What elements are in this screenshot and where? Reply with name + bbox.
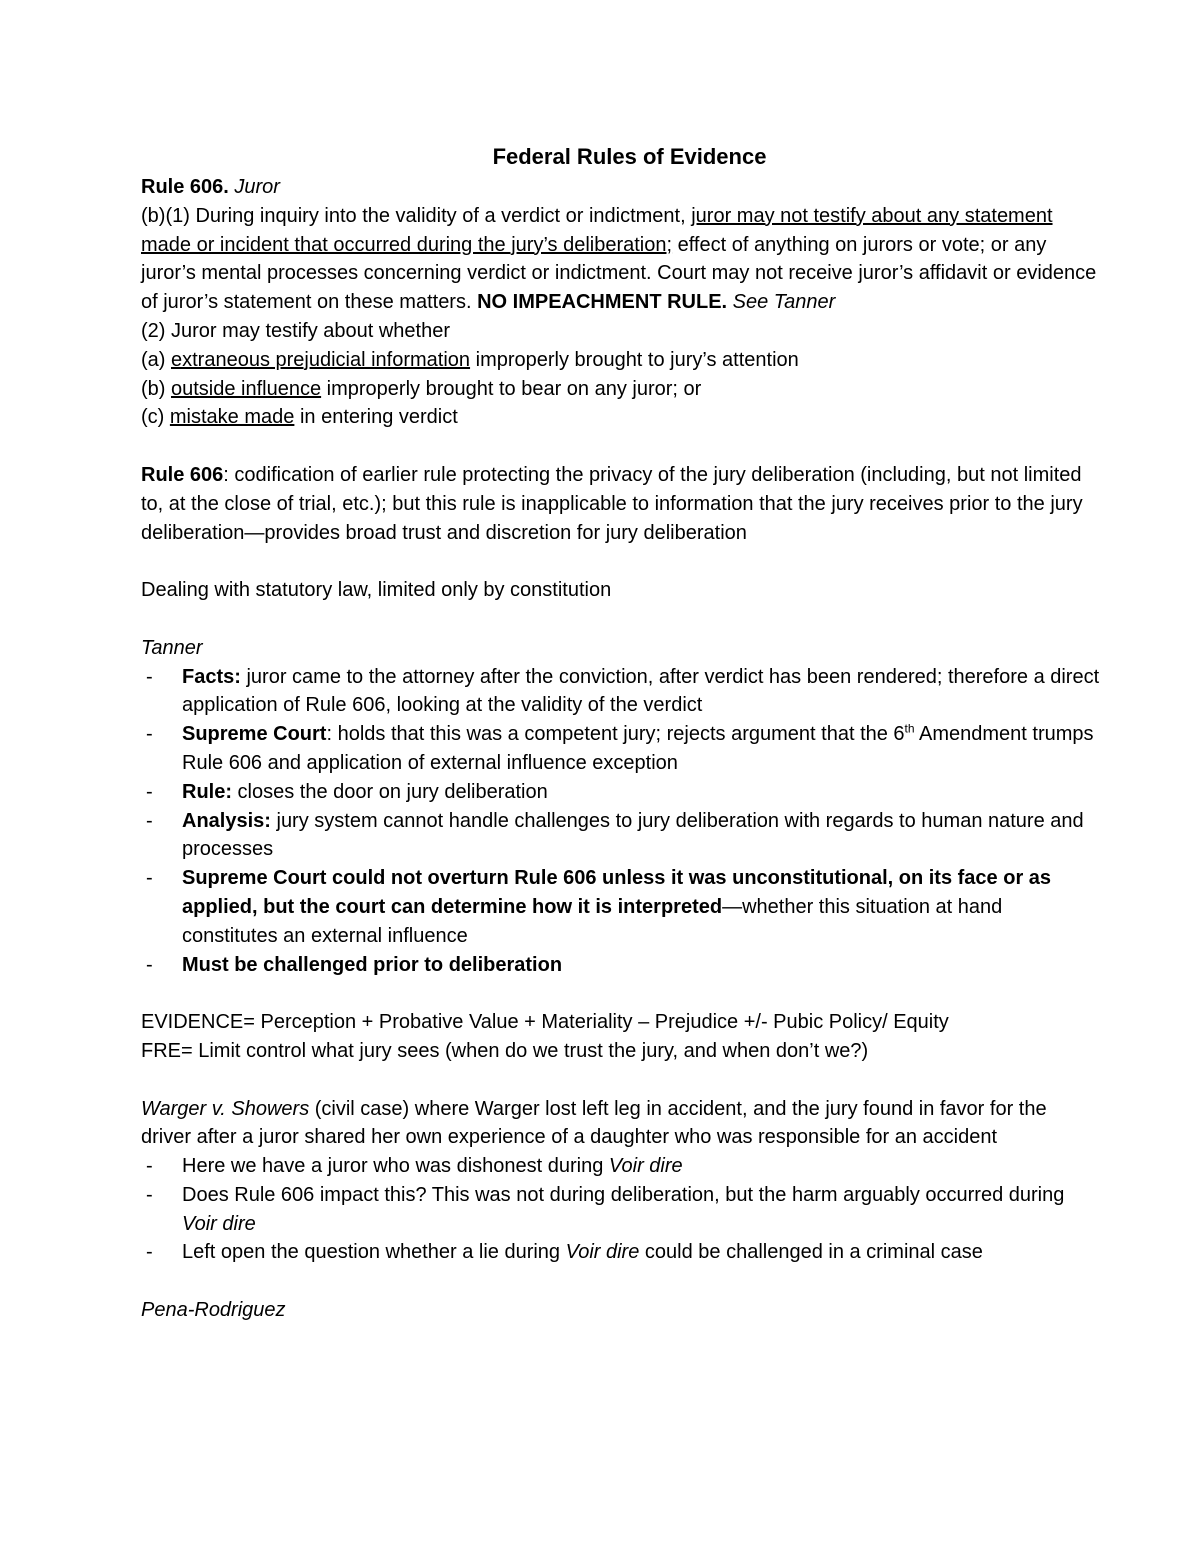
warger-case-name: Warger v. Showers — [141, 1097, 310, 1120]
item-text: in entering verdict — [294, 406, 458, 429]
b1-text-c: effect of anything on jurors or vote; or any juror’s mental processes concerning verdict or indictment. Court may not receive juror’s affidavit or evidence of juror’s statement on these matters. — [141, 233, 1097, 314]
ordinal-superscript: th — [904, 721, 915, 736]
facts-text: juror came to the attorney after the conviction, after verdict has been rendered; therefore a direct application of Rule 606, looking at the validity of the verdict — [182, 665, 1100, 717]
warger-text: (civil case) where Warger lost left leg in accident, and the jury found in favor for the driver after a juror shared her own experience of a daughter who was responsible for an accident — [141, 1097, 1047, 1149]
pena-rodriguez-heading: Pena-Rodriguez — [141, 1299, 286, 1322]
list-item — [141, 864, 1100, 950]
rule-subject: Juror — [234, 176, 280, 198]
voir-dire: Voir dire — [608, 1155, 683, 1178]
warger-item-text-2: could be challenged in a criminal case — [639, 1241, 983, 1264]
exception-item — [141, 375, 1100, 404]
item-underlined: mistake made — [169, 406, 295, 429]
warger-item-text: Left open the question whether a lie during — [182, 1241, 566, 1264]
item-underlined: extraneous prejudicial information — [171, 348, 471, 371]
voir-dire: Voir dire — [182, 1212, 256, 1235]
item-text: improperly brought to bear on any juror; or — [321, 377, 702, 400]
list-item — [141, 663, 1100, 721]
overturn-text: —whether this situation at hand constitutes an external influence — [182, 895, 1003, 947]
analysis-label: Analysis: — [182, 809, 271, 832]
supreme-court-text-2: Amendment trumps Rule 606 and application of external influence exception — [182, 723, 1094, 774]
spacer — [141, 432, 1100, 461]
exception-item — [141, 346, 1100, 375]
voir-dire: Voir dire — [565, 1241, 640, 1264]
item-underlined: outside influence — [171, 377, 322, 400]
exception-item — [141, 403, 1100, 432]
list-item — [141, 951, 1100, 980]
b1-text-a: (b)(1) During inquiry into the validity of a verdict or indictment, — [141, 204, 692, 227]
rule-label: Rule: — [182, 780, 232, 803]
spacer — [141, 979, 1100, 1008]
spacer — [141, 605, 1100, 634]
supreme-court-text: : holds that this was a competent jury; rejects argument that the 6 — [326, 723, 905, 746]
item-prefix: (b) — [141, 377, 171, 400]
list-item — [141, 1238, 1100, 1267]
rule-606-text: : codification of earlier rule protecting the privacy of the jury deliberation (including, but not limited to, at the close of trial, etc.); but this rule is inapplicable to information that the jury receives prior to the jury deliberation—provides broad trust and discretion for jury deliberation — [141, 463, 1083, 544]
no-impeachment-rule: NO IMPEACHMENT RULE. — [477, 291, 728, 314]
rule-b1-paragraph — [141, 202, 1100, 317]
tanner-heading: Tanner — [141, 636, 203, 659]
overturn-bold: Supreme Court could not overturn Rule 606 unless it was unconstitutional, on its face or as applied, but the court can determine how it is interpreted — [182, 867, 1052, 918]
list-item — [141, 807, 1100, 865]
list-item — [141, 720, 1100, 778]
rule-label: Rule 606. — [141, 176, 229, 198]
spacer — [141, 1267, 1100, 1296]
rule-606-heading — [141, 173, 1100, 202]
facts-label: Facts: — [182, 665, 241, 688]
rule-606-label: Rule 606 — [141, 463, 224, 486]
warger-paragraph — [141, 1095, 1100, 1153]
tanner-list — [141, 663, 1100, 980]
analysis-text: jury system cannot handle challenges to jury deliberation with regards to human nature and processes — [182, 809, 1084, 861]
see-tanner: See Tanner — [727, 291, 836, 314]
list-item — [141, 778, 1100, 807]
warger-list — [141, 1152, 1100, 1267]
rule-text: closes the door on jury deliberation — [232, 780, 548, 803]
b1-underlined: juror may not testify about any statement made or incident that occurred during the jury’s deliberation; — [141, 204, 1053, 256]
evidence-formula: EVIDENCE= Perception + Probative Value + Materiality – Prejudice +/- Pubic Policy/ Equity — [141, 1011, 949, 1034]
supreme-court-label: Supreme Court — [182, 723, 327, 746]
fre-line: FRE= Limit control what jury sees (when do we trust the jury, and when don’t we?) — [141, 1039, 869, 1062]
rule-606-paragraph — [141, 461, 1100, 547]
spacer — [141, 1066, 1100, 1095]
spacer — [141, 547, 1100, 576]
list-item — [141, 1181, 1100, 1239]
warger-item-text: Does Rule 606 impact this? This was not during deliberation, but the harm arguably occurred during — [182, 1183, 1065, 1206]
list-item — [141, 1152, 1100, 1181]
challenge-bold: Must be challenged prior to deliberation — [182, 953, 563, 976]
statutory-line: Dealing with statutory law, limited only by constitution — [141, 579, 612, 602]
document-title: Federal Rules of Evidence — [492, 144, 767, 169]
item-prefix: (c) — [141, 406, 170, 429]
item-text: improperly brought to jury’s attention — [470, 348, 799, 371]
warger-item-text: Here we have a juror who was dishonest during — [182, 1155, 609, 1178]
rule-b2-line: (2) Juror may testify about whether — [141, 319, 451, 342]
item-prefix: (a) — [141, 348, 171, 371]
